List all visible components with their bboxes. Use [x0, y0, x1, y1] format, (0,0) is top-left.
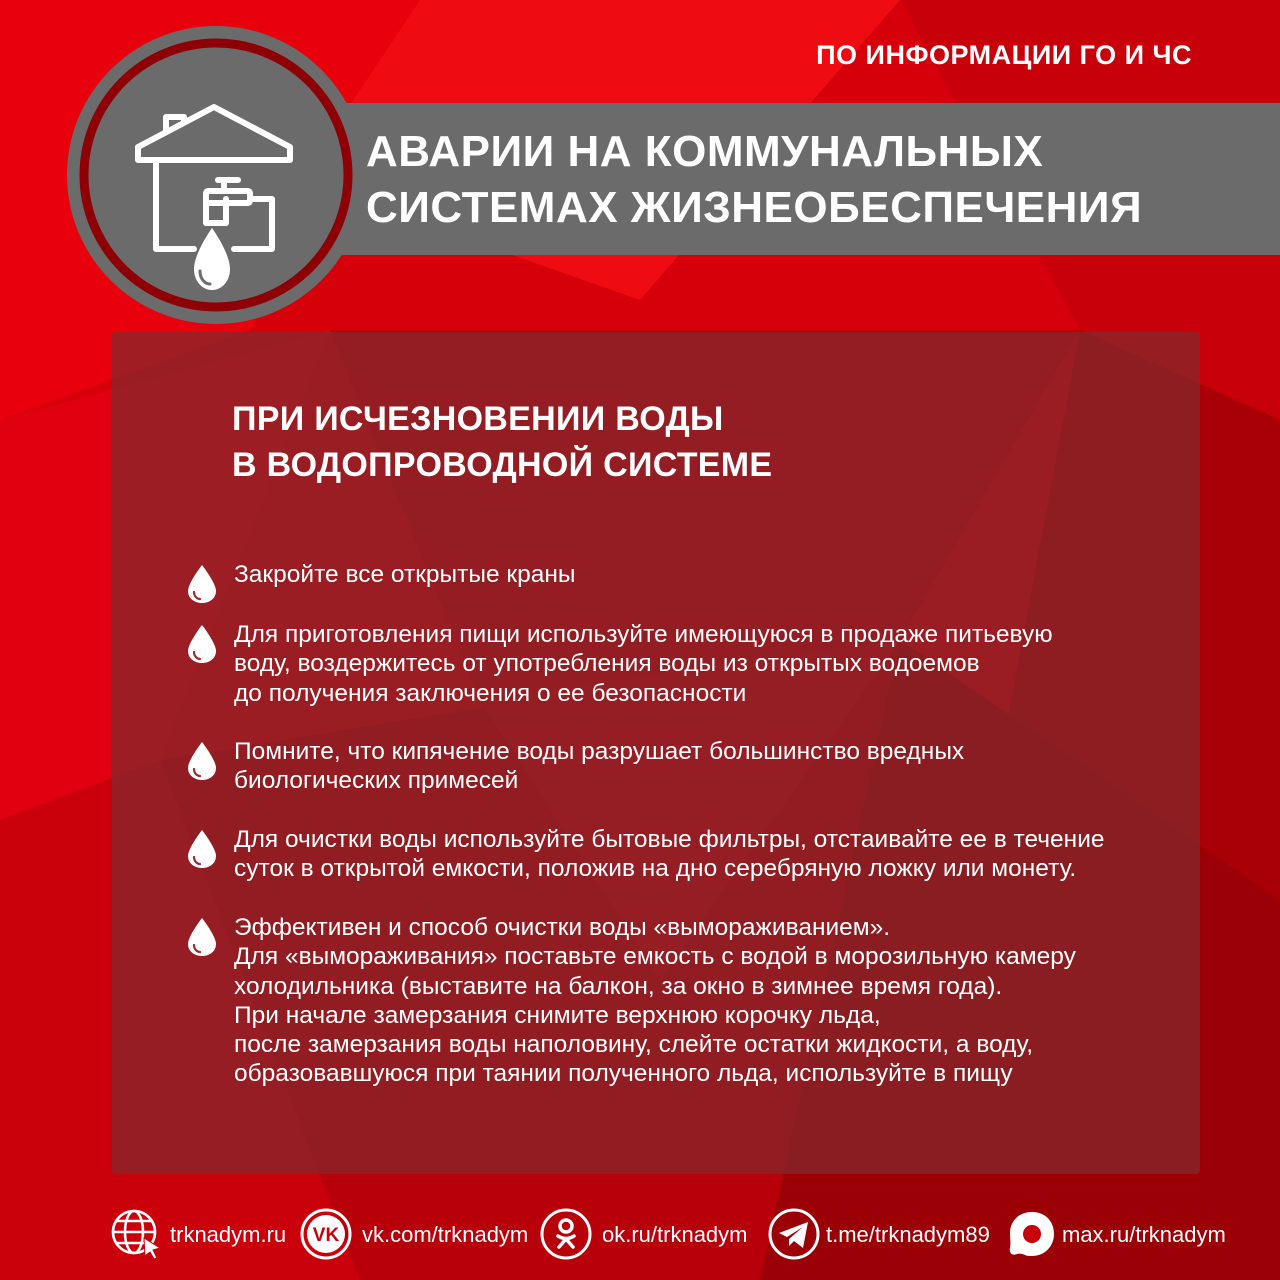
list-item-text: Помните, что кипячение воды разрушает большинство вредных биологических примесей	[234, 738, 965, 795]
list-item-text: Закройте все открытые краны	[234, 561, 576, 588]
water-drop-icon	[186, 624, 218, 664]
list-item	[186, 620, 1053, 708]
max-icon	[1006, 1208, 1058, 1260]
svg-text:VK: VK	[312, 1225, 340, 1246]
list-item	[186, 737, 964, 796]
footer-link-label: t.me/trknadym89	[826, 1222, 990, 1247]
water-drop-icon	[186, 917, 218, 957]
card-title-line-1: ПРИ ИСЧЕЗНОВЕНИИ ВОДЫ	[232, 400, 724, 438]
water-drop-icon	[186, 829, 218, 869]
page-title-line-1: АВАРИИ НА КОММУНАЛЬНЫХ	[366, 127, 1044, 176]
list-item	[186, 825, 1105, 884]
odnoklassniki-icon	[540, 1208, 592, 1260]
list-item-text: Эффективен и способ очистки воды «вымораживанием». Для «вымораживания» поставьте емкость с водой в морозильную камеру холодильника (выставите на балкон, за окно в зимнее время года). При начале замерзания снимите верхнюю корочку льда, после замерзания воды наполовину, слейте остатки жидкости, а воду, образовавшуюся при таянии полученного льда, используйте в пищу	[234, 914, 1076, 1088]
list-item	[186, 913, 1076, 1089]
house-faucet-drop-icon	[66, 25, 366, 325]
source-label: ПО ИНФОРМАЦИИ ГО И ЧС	[816, 40, 1192, 70]
footer-link-label: trknadym.ru	[170, 1222, 287, 1247]
page-title-line-2: СИСТЕМАХ ЖИЗНЕОБЕСПЕЧЕНИЯ	[366, 183, 1143, 232]
footer-link-label: max.ru/trknadym	[1062, 1222, 1226, 1247]
globe-cursor-icon	[110, 1208, 162, 1260]
footer-link-label: ok.ru/trknadym	[602, 1222, 748, 1247]
footer-links	[110, 1206, 1240, 1264]
list-item-text: Для приготовления пищи используйте имеющуюся в продаже питьевую воду, воздержитесь от употребления воды из открытых водоемов до получения заключения о ее безопасности	[234, 621, 1053, 707]
footer-link-label: vk.com/trknadym	[362, 1222, 529, 1247]
water-drop-icon	[186, 564, 218, 604]
vk-icon	[300, 1208, 352, 1260]
list-item	[186, 560, 576, 589]
water-drop-icon	[186, 741, 218, 781]
list-item-text: Для очистки воды используйте бытовые фильтры, отстаивайте ее в течение суток в открытой емкости, положив на дно серебряную ложку или монету.	[234, 826, 1105, 883]
telegram-icon	[768, 1208, 820, 1260]
card-title-line-2: В ВОДОПРОВОДНОЙ СИСТЕМЕ	[232, 446, 773, 484]
page-title	[366, 124, 1266, 236]
card-title	[232, 396, 772, 488]
